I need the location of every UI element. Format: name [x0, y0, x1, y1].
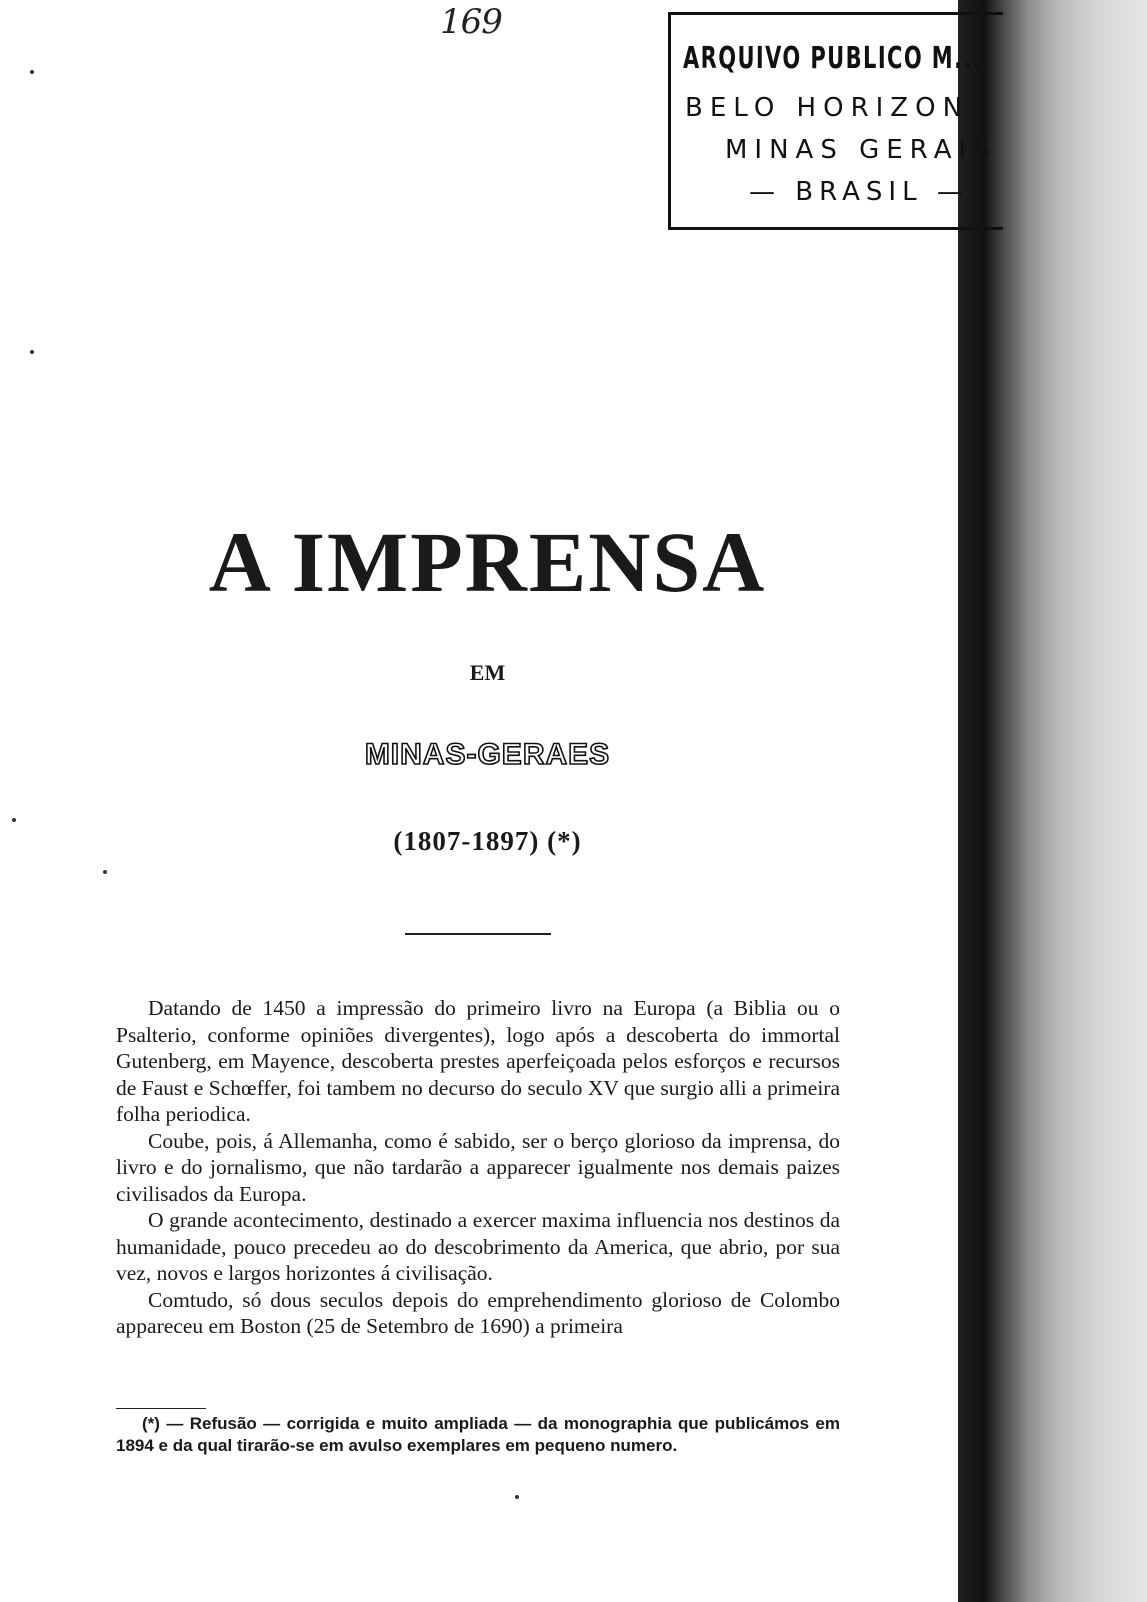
paragraph: O grande acontecimento, destinado a exercer maxima influencia nos destinos da humanidade, pouco precedeu ao do descobrimento da America, que abrio, por sua vez, novos e largos horizontes á civilisação.	[116, 1208, 840, 1285]
paragraph: Datando de 1450 a impressão do primeiro livro na Europa (a Biblia ou o Psalterio, conforme opiniões divergentes), logo após a descoberta do immortal Gutenberg, em Mayence, descoberta prestes aperfeiçoada pelos esforços e recursos de Faust e Schœffer, foi tambem no decurso do seculo XV que surgio alli a primeira folha periodica.	[116, 996, 840, 1126]
body-text	[116, 995, 840, 1340]
page-number: 169	[440, 2, 502, 42]
stamp-line-country: — BRASIL —	[749, 177, 969, 207]
book-binding-edge	[958, 0, 1147, 1602]
ink-speck	[12, 818, 16, 822]
stamp-line-archive: ARQUIVO PUBLICO M...	[683, 41, 983, 76]
footnote	[116, 1413, 840, 1457]
title-place: MINAS-GERAES	[364, 738, 611, 771]
ink-speck	[30, 70, 34, 74]
document-title: A IMPRENSA	[208, 514, 767, 610]
stamp-line-city: BELO HORIZON	[685, 93, 970, 123]
paragraph: Comtudo, só dous seculos depois do emprehendimento glorioso de Colombo appareceu em Boston (25 de Setembro de 1690) a primeira	[116, 1287, 840, 1338]
ink-speck	[103, 870, 107, 874]
title-connector: EM	[469, 660, 506, 685]
stamp-line-state: MINAS GERAIS	[725, 135, 997, 165]
paragraph: Coube, pois, á Allemanha, como é sabido, ser o berço glorioso da imprensa, do livro e do jornalismo, que não tardarão a apparecer igualmente nos demais paizes civilisados da Europa.	[116, 1128, 840, 1206]
title-dates: (1807-1897) (*)	[393, 826, 582, 856]
archive-stamp	[668, 12, 1003, 230]
footnote-text: (*) — Refusão — corrigida e muito ampliada — da monographia que publicámos em 1894 e da qual tirarão-se em avulso exemplares em pequeno numero.	[116, 1414, 840, 1455]
ink-speck	[30, 350, 34, 354]
footnote-divider	[116, 1408, 206, 1409]
ink-speck	[515, 1495, 519, 1499]
title-divider	[405, 933, 551, 935]
